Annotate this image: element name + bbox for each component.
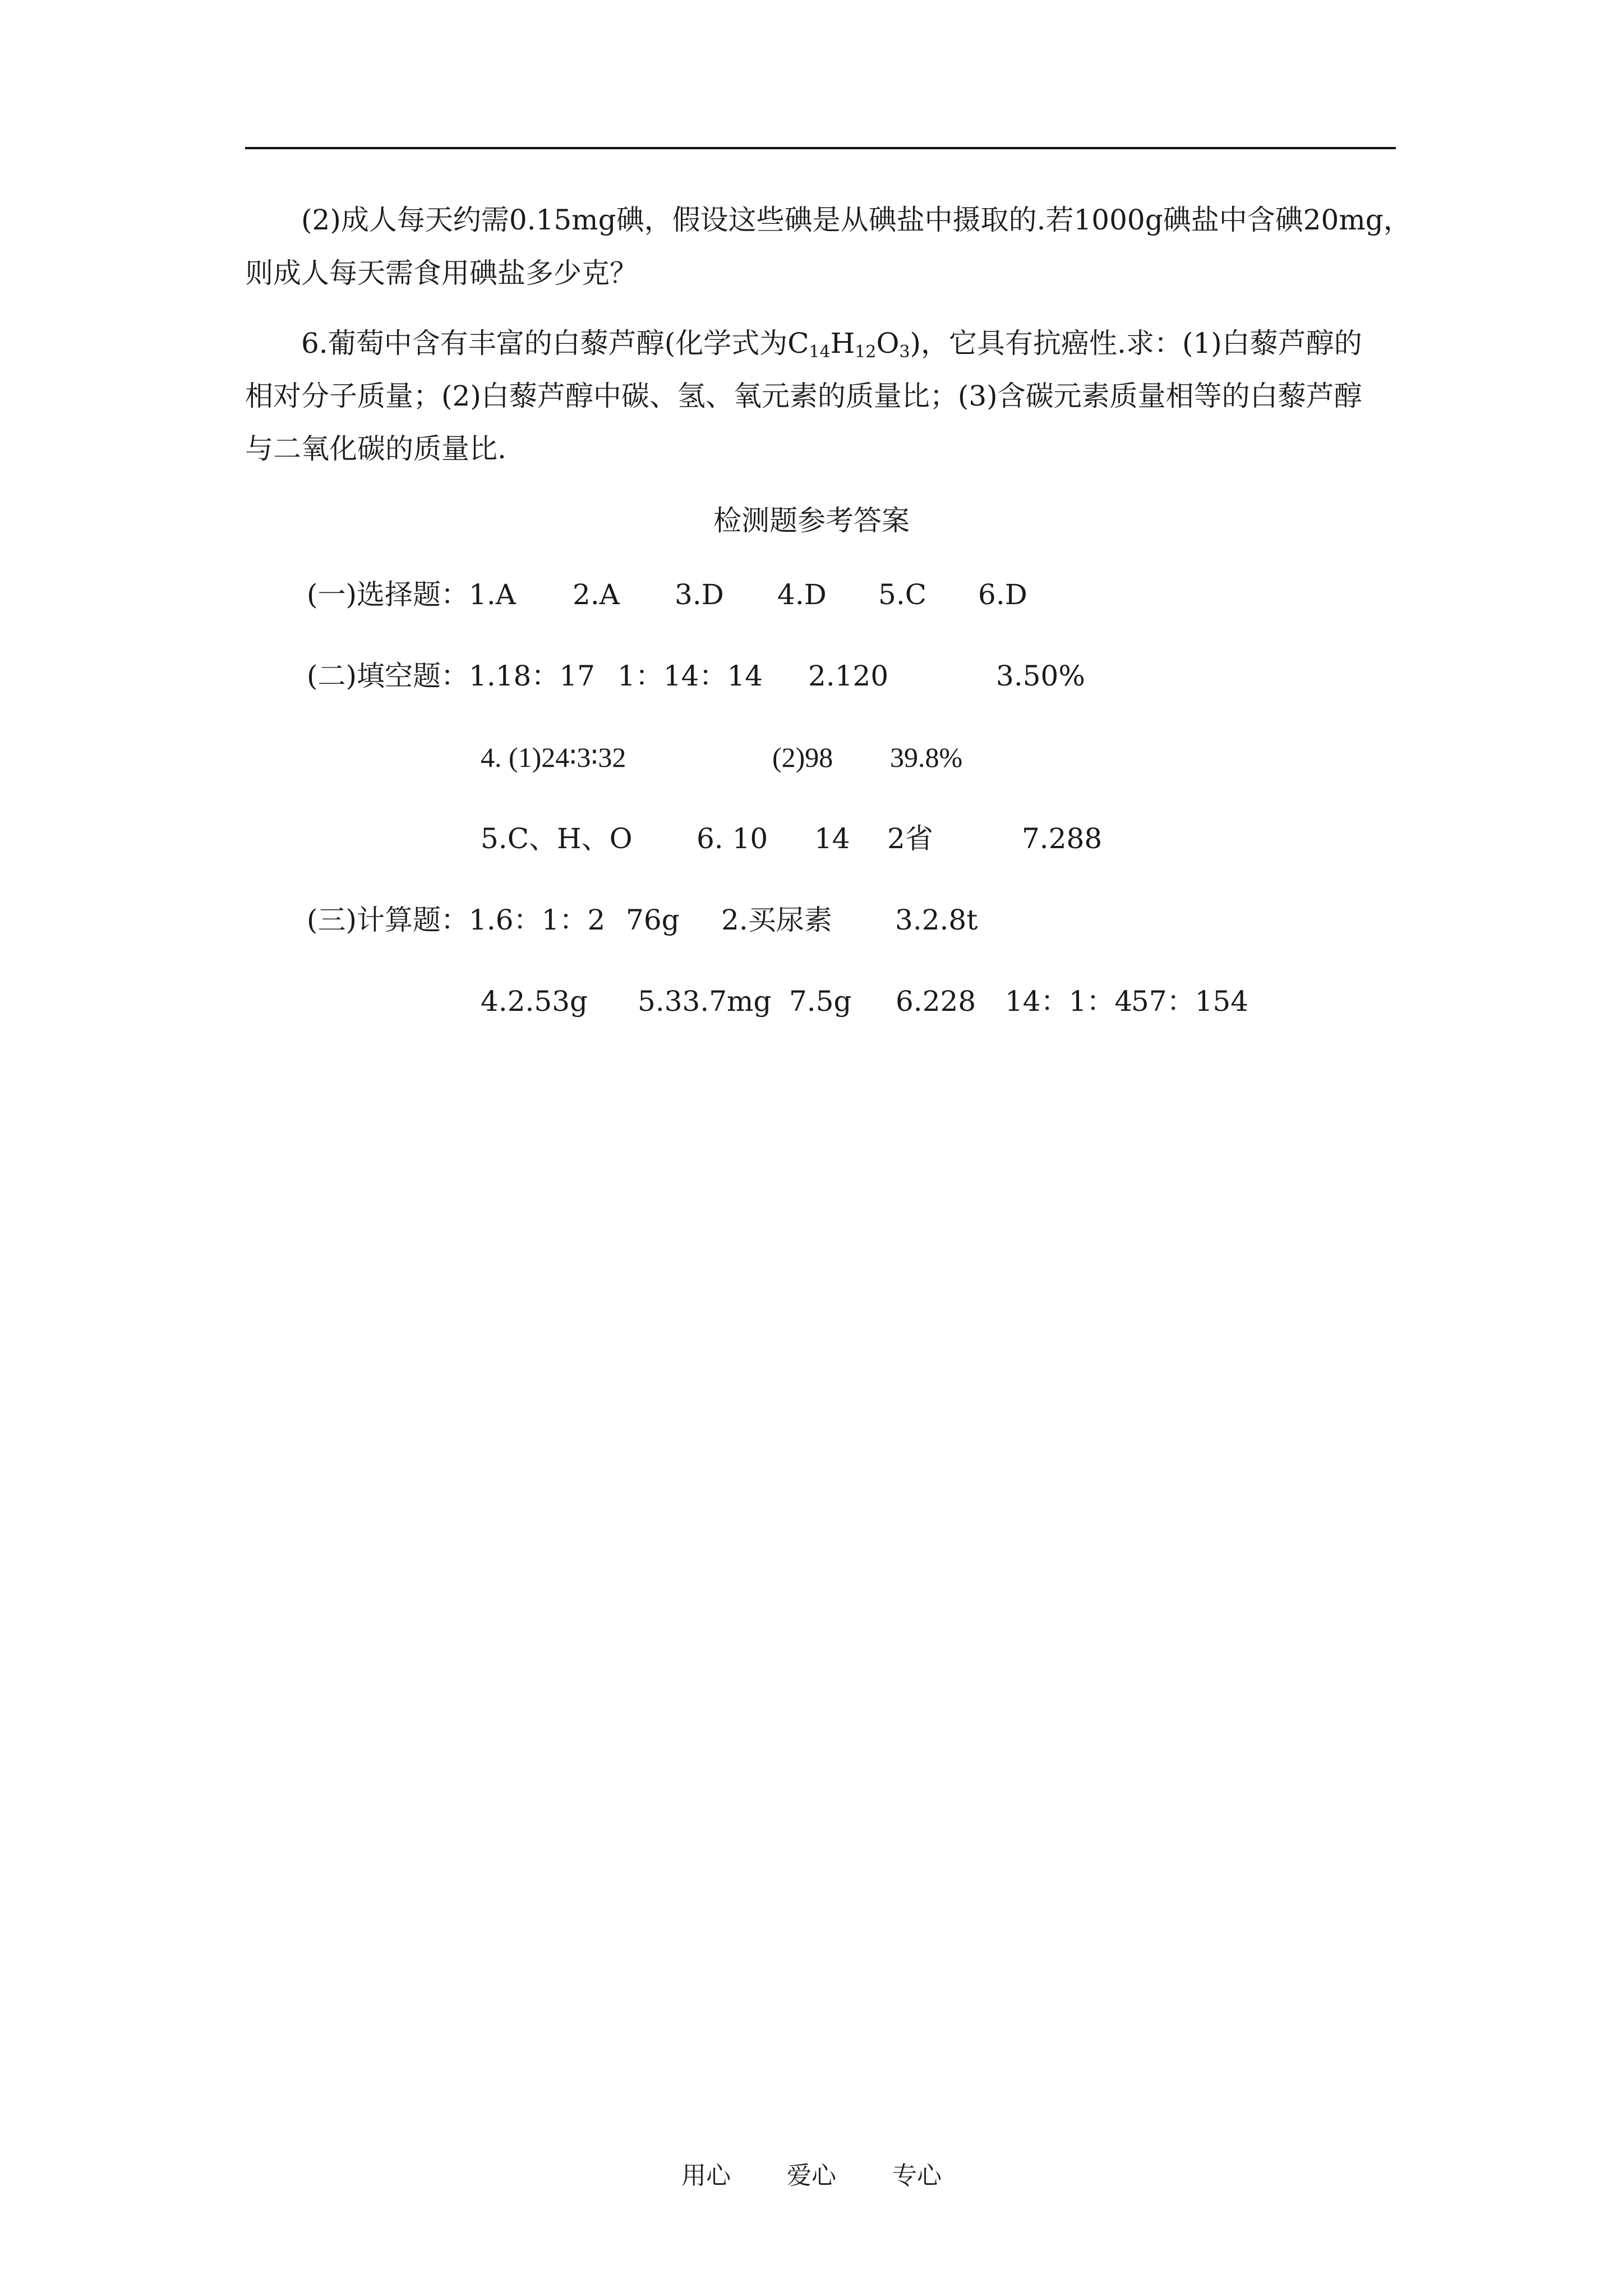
fill-answer: 4. (1)24∶3∶32 bbox=[481, 742, 626, 773]
formula-sub-o: 3 bbox=[899, 342, 910, 362]
footer-item: 专心 bbox=[892, 2161, 942, 2190]
calc-answer: 1.6：1：2 bbox=[469, 904, 606, 936]
choice-answer: 4.D bbox=[777, 578, 827, 611]
fill-answer: 5.C、H、O bbox=[481, 822, 633, 855]
question-5-part-2-line-2: 则成人每天需食用碘盐多少克？ bbox=[245, 257, 638, 289]
calc-answer: 14：1：4 bbox=[1005, 985, 1133, 1018]
choice-answer: 5.C bbox=[878, 578, 926, 611]
choice-label: (一)选择题： bbox=[307, 578, 469, 611]
choice-answer: 1.A bbox=[469, 578, 516, 611]
fill-answer: 1：14：14 bbox=[617, 660, 763, 692]
question-6-line-1 bbox=[245, 329, 1400, 363]
choice-answers-row bbox=[307, 578, 1027, 611]
question-6-line-2: 相对分子质量；(2)白藜芦醇中碳、氢、氧元素的质量比；(3)含碳元素质量相等的白藜芦醇 bbox=[245, 380, 1362, 412]
question-6-text-a: 6.葡萄中含有丰富的白藜芦醇(化学式为C bbox=[301, 327, 809, 360]
question-6-text-b: )，它具有抗癌性.求：(1)白藜芦醇的 bbox=[910, 327, 1362, 360]
calc-answer: 3.2.8t bbox=[895, 904, 978, 936]
calc-answer: 5.33.7mg bbox=[638, 985, 772, 1018]
fill-answer: 14 bbox=[814, 822, 850, 855]
fill-answer: 2.120 bbox=[808, 660, 889, 692]
fill-answer: 2省 bbox=[887, 822, 933, 855]
fill-answers-row-3 bbox=[481, 822, 1103, 855]
calc-answers-row-1 bbox=[307, 906, 978, 934]
calc-answer: 2.买尿素 bbox=[721, 904, 832, 936]
question-5-part-2 bbox=[245, 204, 1412, 293]
question-6 bbox=[245, 329, 1400, 468]
choice-answer: 6.D bbox=[978, 578, 1027, 611]
calc-answer: 4.2.53g bbox=[481, 985, 588, 1018]
calc-answer: 76g bbox=[626, 904, 680, 936]
formula-h: H bbox=[830, 327, 855, 360]
fill-answers-row-1 bbox=[307, 662, 1085, 690]
header-rule bbox=[245, 147, 1396, 149]
calc-answer: 7.5g bbox=[789, 985, 852, 1018]
fill-label: (二)填空题： bbox=[307, 660, 469, 692]
fill-answer: 1.18：17 bbox=[469, 660, 595, 692]
fill-answer: 3.50% bbox=[996, 660, 1085, 692]
footer-item: 用心 bbox=[681, 2161, 731, 2190]
fill-answers-row-2 bbox=[481, 743, 962, 771]
fill-answer: (2)98 bbox=[772, 742, 833, 773]
calc-label: (三)计算题： bbox=[307, 904, 469, 936]
footer-item: 爱心 bbox=[787, 2161, 836, 2190]
fill-answer: 6. 10 bbox=[697, 822, 768, 855]
choice-answer: 3.D bbox=[675, 578, 724, 611]
formula-o: O bbox=[876, 327, 900, 360]
page-footer bbox=[0, 2155, 1623, 2191]
calc-answers-row-2 bbox=[481, 985, 1249, 1018]
fill-answer: 39.8% bbox=[890, 742, 963, 773]
formula-sub-h: 12 bbox=[855, 342, 877, 362]
fill-answer: 7.288 bbox=[1022, 822, 1103, 855]
question-6-line-3: 与二氧化碳的质量比. bbox=[245, 432, 506, 465]
formula-sub-c: 14 bbox=[809, 342, 831, 362]
choice-answer: 2.A bbox=[573, 578, 620, 611]
answer-key-title: 检测题参考答案 bbox=[713, 504, 910, 537]
question-5-part-2-line-1: (2)成人每天约需0.15mg碘，假设这些碘是从碘盐中摄取的.若1000g碘盐中含碘20mg， bbox=[301, 204, 1412, 236]
calc-answer: 57：154 bbox=[1131, 985, 1249, 1018]
calc-answer: 6.228 bbox=[896, 985, 976, 1018]
